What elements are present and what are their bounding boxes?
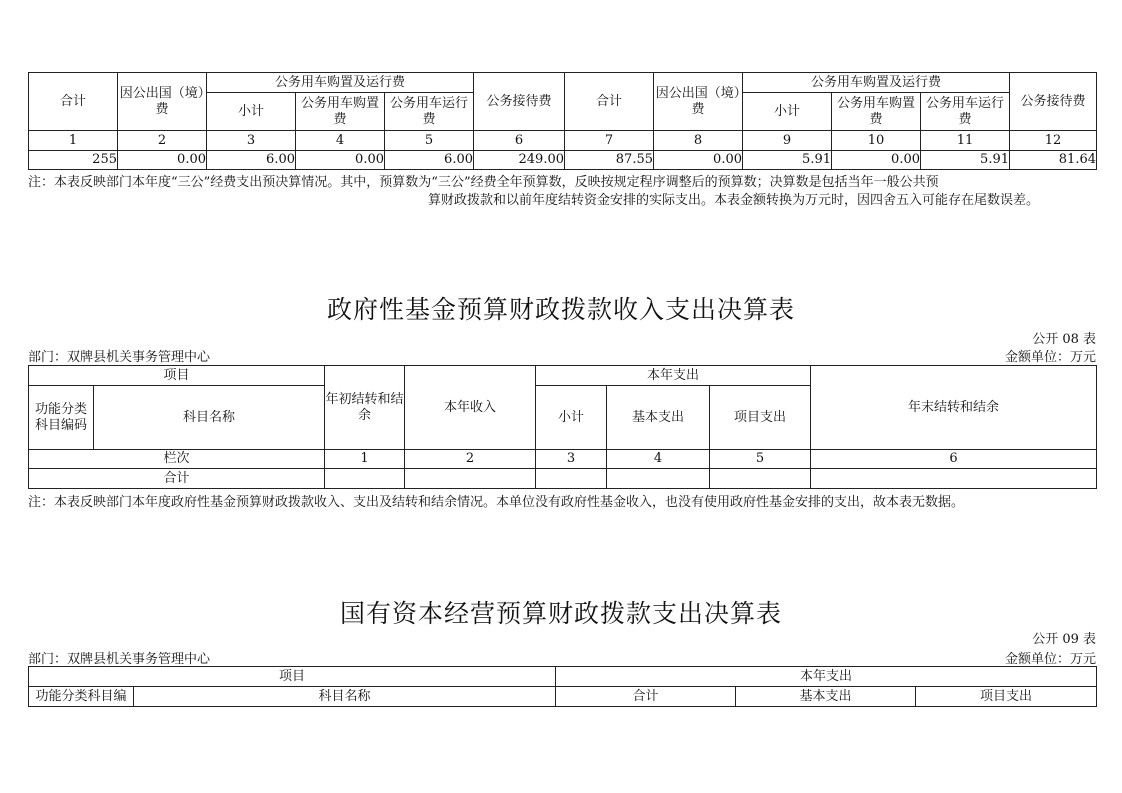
table3-unit: 金额单位：万元 xyxy=(1004,652,1096,667)
header-expense-group: 本年支出 xyxy=(556,667,1097,687)
table2-unit: 金额单位：万元 xyxy=(1004,350,1096,365)
empty-cell xyxy=(536,469,607,489)
empty-cell xyxy=(325,469,405,489)
state-capital-table xyxy=(28,666,1097,707)
col-number: 6 xyxy=(811,450,1097,469)
column-number-row xyxy=(29,450,1097,469)
header-reception: 公务接待费 xyxy=(1010,73,1097,131)
col-number: 5 xyxy=(385,131,474,151)
header-abroad: 因公出国（境）费 xyxy=(118,73,207,131)
value-cell: 255 xyxy=(29,151,118,170)
header-car-purchase: 公务用车购置费 xyxy=(296,93,385,131)
value-cell: 249.00 xyxy=(474,151,565,170)
col-number: 6 xyxy=(474,131,565,151)
value-cell: 0.00 xyxy=(654,151,743,170)
col-number: 12 xyxy=(1010,131,1097,151)
header-car-purchase: 公务用车购置费 xyxy=(832,93,921,131)
col-number: 1 xyxy=(29,131,118,151)
header-expense-group: 本年支出 xyxy=(536,366,811,386)
header-abroad: 因公出国（境）费 xyxy=(654,73,743,131)
header-total: 合计 xyxy=(29,73,118,131)
header-item: 项目 xyxy=(29,366,325,386)
table2-title: 政府性基金预算财政拨款收入支出决算表 xyxy=(326,295,795,324)
col-number: 4 xyxy=(296,131,385,151)
col-number: 1 xyxy=(325,450,405,469)
value-cell: 6.00 xyxy=(385,151,474,170)
column-number-row xyxy=(29,131,1097,151)
table3-title: 国有资本经营预算财政拨款支出决算表 xyxy=(339,599,782,628)
value-cell: 5.91 xyxy=(921,151,1010,170)
value-cell: 87.55 xyxy=(565,151,654,170)
col-number: 3 xyxy=(536,450,607,469)
header-end-balance: 年末结转和结余 xyxy=(811,366,1097,450)
col-number: 5 xyxy=(710,450,811,469)
value-cell: 0.00 xyxy=(832,151,921,170)
value-cell: 6.00 xyxy=(207,151,296,170)
header-begin-balance: 年初结转和结余 xyxy=(325,366,405,450)
table3-department: 部门：双牌县机关事务管理中心 xyxy=(28,652,211,667)
header-reception: 公务接待费 xyxy=(474,73,565,131)
col-number: 2 xyxy=(118,131,207,151)
header-car-group: 公务用车购置及运行费 xyxy=(207,73,474,93)
col-number: 10 xyxy=(832,131,921,151)
col-number: 11 xyxy=(921,131,1010,151)
table2-department: 部门：双牌县机关事务管理中心 xyxy=(28,350,211,365)
table1-note-line1: 注：本表反映部门本年度“三公”经费支出预决算情况。其中，预算数为“三公”经费全年预算数，反映按规定程序调整后的预算数；决算数是包括当年一般公共预 xyxy=(28,175,939,190)
col-number: 7 xyxy=(565,131,654,151)
col-number: 3 xyxy=(207,131,296,151)
col-number: 9 xyxy=(743,131,832,151)
value-cell: 5.91 xyxy=(743,151,832,170)
header-basic: 基本支出 xyxy=(607,386,710,450)
col-number: 8 xyxy=(654,131,743,151)
value-cell: 0.00 xyxy=(118,151,207,170)
table2-note: 注：本表反映部门本年度政府性基金预算财政拨款收入、支出及结转和结余情况。本单位没有政府性基金收入，也没有使用政府性基金安排的支出，故本表无数据。 xyxy=(28,495,965,510)
header-subtotal: 小计 xyxy=(536,386,607,450)
header-car-run: 公务用车运行费 xyxy=(921,93,1010,131)
header-total: 合计 xyxy=(556,687,736,707)
header-project: 项目支出 xyxy=(710,386,811,450)
col-number: 2 xyxy=(405,450,536,469)
header-func-code: 功能分类科目编码 xyxy=(29,386,94,450)
row-label: 栏次 xyxy=(29,450,325,469)
header-basic: 基本支出 xyxy=(736,687,916,707)
header-subject: 科目名称 xyxy=(134,687,556,707)
empty-cell xyxy=(607,469,710,489)
empty-cell xyxy=(811,469,1097,489)
header-subtotal: 小计 xyxy=(743,93,832,131)
header-car-run: 公务用车运行费 xyxy=(385,93,474,131)
header-subtotal: 小计 xyxy=(207,93,296,131)
empty-cell xyxy=(405,469,536,489)
three-public-expense-table xyxy=(28,72,1097,170)
table2-code: 公开 08 表 xyxy=(1032,332,1096,347)
header-subject: 科目名称 xyxy=(94,386,325,450)
total-row xyxy=(29,469,1097,489)
col-number: 4 xyxy=(607,450,710,469)
government-fund-table xyxy=(28,365,1097,489)
total-label: 合计 xyxy=(29,469,325,489)
header-item: 项目 xyxy=(29,667,556,687)
value-cell: 0.00 xyxy=(296,151,385,170)
value-cell: 81.64 xyxy=(1010,151,1097,170)
header-func-code: 功能分类科目编 xyxy=(29,687,134,707)
header-income: 本年收入 xyxy=(405,366,536,450)
table3-code: 公开 09 表 xyxy=(1032,632,1096,647)
header-car-group: 公务用车购置及运行费 xyxy=(743,73,1010,93)
table1-note-line2: 算财政拨款和以前年度结转资金安排的实际支出。本表金额转换为万元时，因四舍五入可能存在尾数误差。 xyxy=(428,193,1040,208)
value-row xyxy=(29,151,1097,170)
header-total: 合计 xyxy=(565,73,654,131)
header-project: 项目支出 xyxy=(916,687,1097,707)
empty-cell xyxy=(710,469,811,489)
